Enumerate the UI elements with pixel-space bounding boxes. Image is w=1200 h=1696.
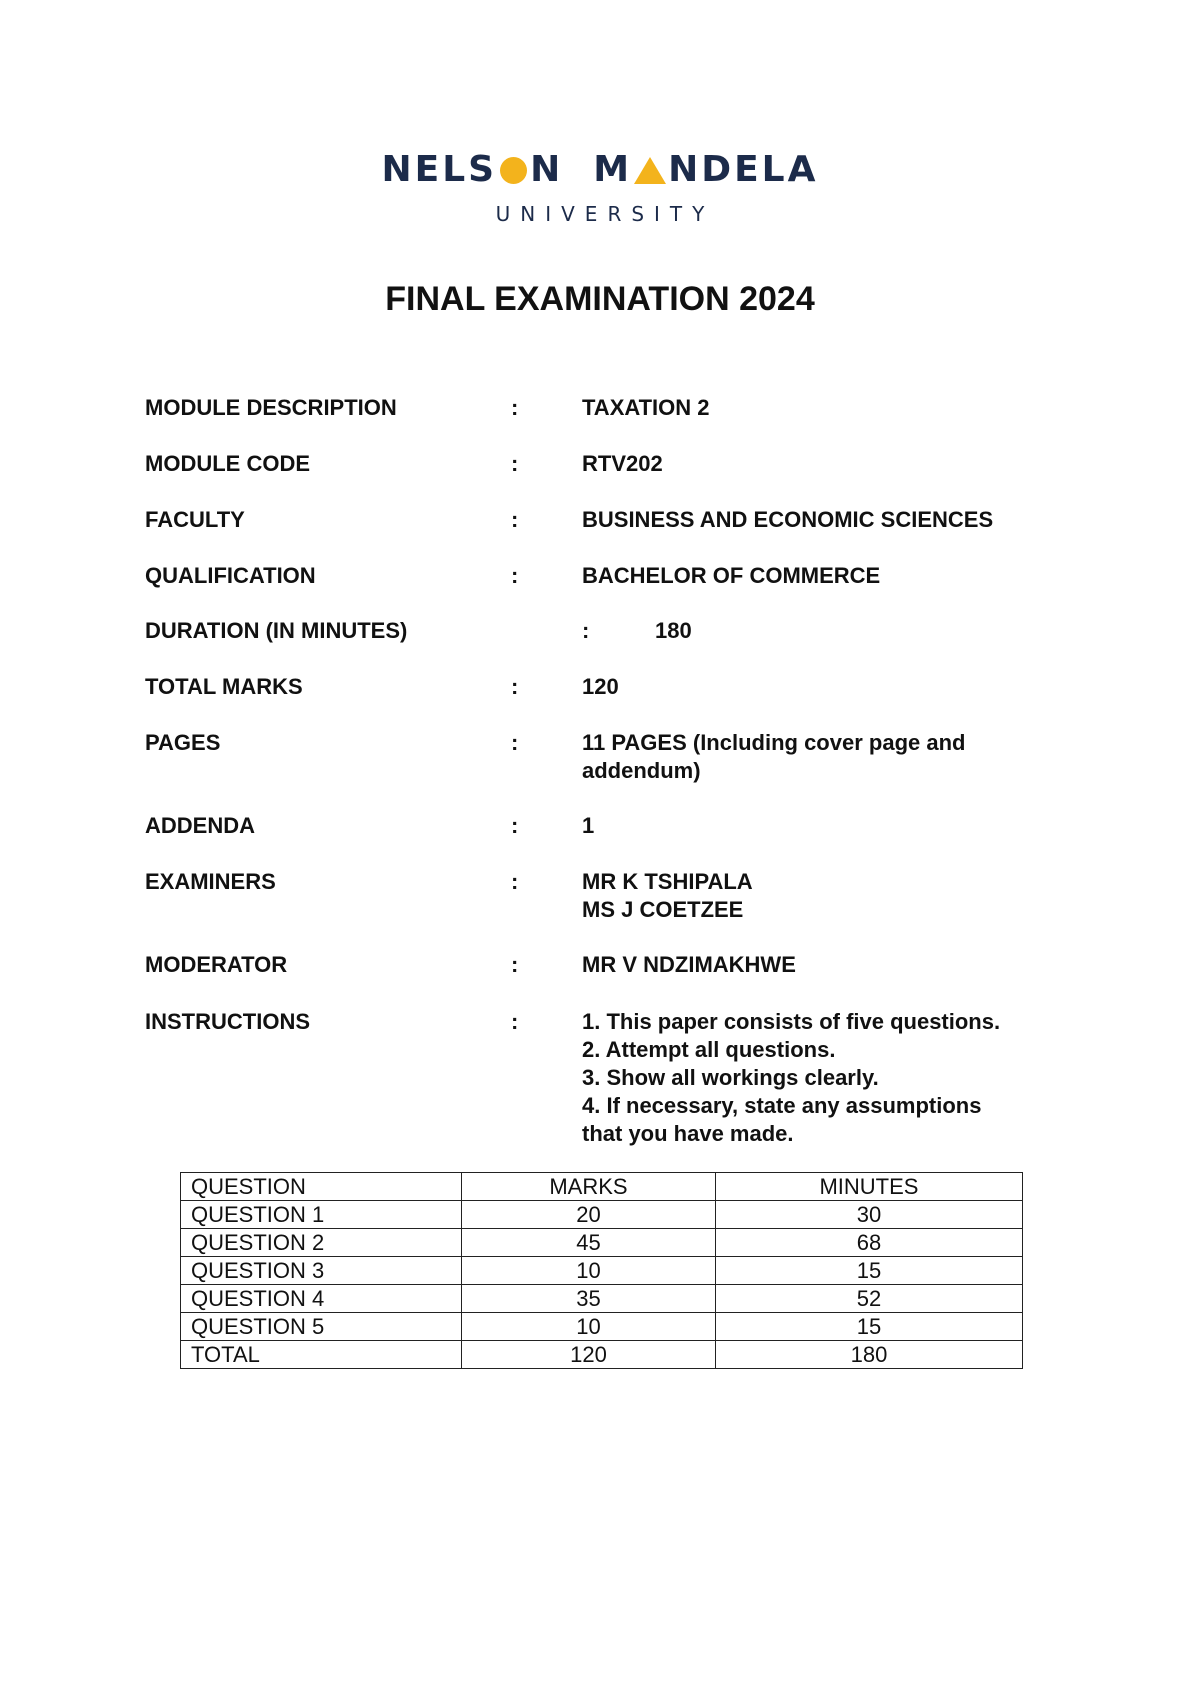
table-row xyxy=(181,1229,1023,1257)
detail-label: MODULE DESCRIPTION xyxy=(145,395,397,420)
cell-marks: 120 xyxy=(462,1341,716,1369)
table-header-row xyxy=(181,1173,1023,1201)
cell-marks: 10 xyxy=(462,1313,716,1341)
detail-label: EXAMINERS xyxy=(145,869,276,894)
logo-text-ndela: NDELA xyxy=(668,149,819,190)
triangle-icon xyxy=(634,157,666,184)
detail-colon: : xyxy=(511,563,519,588)
cell-question: QUESTION 1 xyxy=(181,1201,462,1229)
detail-value xyxy=(582,394,1102,422)
detail-value-line: 1. This paper consists of five questions. xyxy=(582,1009,1001,1034)
logo-text-nels: NELS xyxy=(381,149,498,190)
logo-text-m: M xyxy=(593,149,633,190)
cell-minutes: 15 xyxy=(715,1313,1022,1341)
detail-value-line: MR V NDZIMAKHWE xyxy=(582,952,796,977)
detail-value-line: 2. Attempt all questions. xyxy=(582,1037,836,1062)
detail-label: ADDENDA xyxy=(145,813,255,838)
detail-colon: : xyxy=(511,1009,519,1034)
detail-value-line: 3. Show all workings clearly. xyxy=(582,1065,879,1090)
cell-minutes: 52 xyxy=(715,1285,1022,1313)
cell-marks: 35 xyxy=(462,1285,716,1313)
column-header-marks: MARKS xyxy=(462,1173,716,1201)
detail-label: MODULE CODE xyxy=(145,451,310,476)
cell-minutes: 30 xyxy=(715,1201,1022,1229)
detail-value xyxy=(582,729,1102,785)
detail-value xyxy=(582,868,1102,924)
detail-value-line: BUSINESS AND ECONOMIC SCIENCES xyxy=(582,507,994,532)
detail-colon: : xyxy=(511,869,519,894)
detail-label: INSTRUCTIONS xyxy=(145,1009,310,1034)
detail-value-line: 180 xyxy=(655,618,692,643)
detail-value xyxy=(582,673,1102,701)
column-header-question: QUESTION xyxy=(181,1173,462,1201)
detail-colon: : xyxy=(511,395,519,420)
logo-wordmark xyxy=(382,148,819,192)
detail-value-line: that you have made. xyxy=(582,1121,794,1146)
logo-subtitle: UNIVERSITY xyxy=(495,202,715,226)
detail-label: TOTAL MARKS xyxy=(145,674,303,699)
detail-value xyxy=(582,506,1102,534)
detail-colon: : xyxy=(511,507,519,532)
sun-icon xyxy=(500,157,527,184)
detail-colon: : xyxy=(511,730,519,755)
table-row xyxy=(181,1201,1023,1229)
table-row xyxy=(181,1313,1023,1341)
detail-value xyxy=(582,951,1102,979)
university-logo xyxy=(0,148,1200,226)
detail-value-line: 120 xyxy=(582,674,619,699)
cell-question: QUESTION 5 xyxy=(181,1313,462,1341)
cell-minutes: 15 xyxy=(715,1257,1022,1285)
detail-value-line: MR K TSHIPALA xyxy=(582,869,753,894)
table-row-total xyxy=(181,1341,1023,1369)
detail-colon: : xyxy=(511,952,519,977)
table-row xyxy=(181,1257,1023,1285)
cell-minutes: 68 xyxy=(715,1229,1022,1257)
marks-table xyxy=(180,1172,1023,1369)
cell-question: QUESTION 4 xyxy=(181,1285,462,1313)
detail-value xyxy=(582,1008,1102,1148)
detail-colon: : xyxy=(511,451,519,476)
detail-label: MODERATOR xyxy=(145,952,288,977)
detail-value-line: RTV202 xyxy=(582,451,663,476)
detail-label: QUALIFICATION xyxy=(145,563,316,588)
cell-marks: 10 xyxy=(462,1257,716,1285)
detail-value-line: TAXATION 2 xyxy=(582,395,710,420)
cell-question: QUESTION 2 xyxy=(181,1229,462,1257)
detail-label: DURATION (IN MINUTES) xyxy=(145,618,408,643)
detail-value xyxy=(655,617,1175,645)
detail-colon: : xyxy=(582,618,590,643)
detail-value xyxy=(582,450,1102,478)
detail-value-line: 11 PAGES (Including cover page and xyxy=(582,730,966,755)
detail-colon: : xyxy=(511,813,519,838)
detail-value-line: 4. If necessary, state any assumptions xyxy=(582,1093,982,1118)
detail-value xyxy=(582,812,1102,840)
detail-colon: : xyxy=(511,674,519,699)
table-row xyxy=(181,1285,1023,1313)
detail-label: PAGES xyxy=(145,730,221,755)
detail-value-line: BACHELOR OF COMMERCE xyxy=(582,563,881,588)
detail-value-line: addendum) xyxy=(582,758,701,783)
logo-text-n: N xyxy=(530,149,564,190)
cell-marks: 20 xyxy=(462,1201,716,1229)
detail-value-line: 1 xyxy=(582,813,595,838)
cell-question: QUESTION 3 xyxy=(181,1257,462,1285)
cell-question: TOTAL xyxy=(181,1341,462,1369)
cell-marks: 45 xyxy=(462,1229,716,1257)
column-header-minutes: MINUTES xyxy=(715,1173,1022,1201)
cell-minutes: 180 xyxy=(715,1341,1022,1369)
detail-label: FACULTY xyxy=(145,507,245,532)
detail-value-line: MS J COETZEE xyxy=(582,897,744,922)
page-title: FINAL EXAMINATION 2024 xyxy=(385,280,815,318)
detail-value xyxy=(582,562,1102,590)
